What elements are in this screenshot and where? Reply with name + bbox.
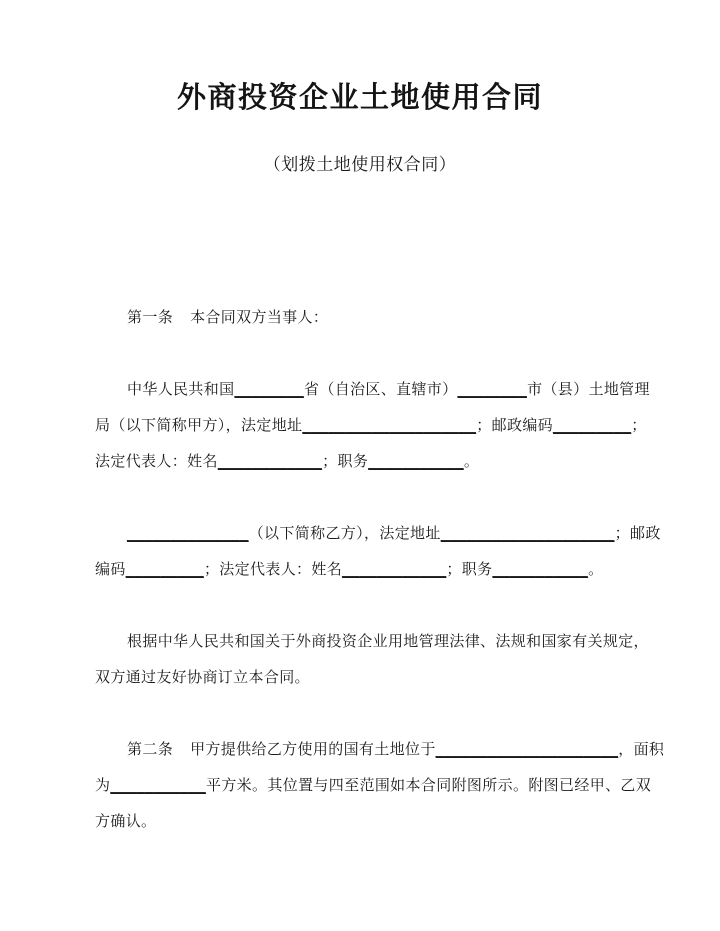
- text-segment: 根据中华人民共和国关于外商投资企业用地管理法律、法规和国家有关规定，: [127, 633, 649, 650]
- text-segment: 编码: [95, 561, 126, 578]
- text-segment: 为: [95, 777, 111, 794]
- text-segment: 甲方提供给乙方使用的国有土地位于: [190, 741, 436, 758]
- text-line: [95, 552, 627, 588]
- fill-in-blank[interactable]: ____________________: [440, 525, 615, 542]
- text-line: [95, 804, 627, 840]
- text-segment: 平方米。其位置与四至范围如本合同附图所示。附图已经甲、乙双: [205, 777, 652, 794]
- text-segment: ；: [631, 417, 647, 434]
- text-segment: 。: [463, 453, 480, 470]
- fill-in-blank[interactable]: ____________: [217, 453, 323, 470]
- text-segment: 双方通过友好协商订立本合同。: [95, 669, 310, 686]
- text-line: [95, 660, 627, 696]
- text-segment: 市（县）土地管理: [527, 381, 650, 398]
- text-segment: ；职务: [446, 561, 493, 578]
- text-segment: ，面积: [618, 741, 665, 758]
- paragraph-clause-2: [95, 732, 665, 840]
- text-line: [95, 408, 647, 444]
- text-segment: ；邮政: [614, 525, 661, 542]
- page-title: 外商投资企业土地使用合同: [176, 82, 543, 114]
- fill-in-blank[interactable]: _________: [553, 417, 632, 434]
- fill-in-blank[interactable]: ___________: [110, 777, 206, 794]
- text-segment: 本合同双方当事人：: [190, 309, 329, 326]
- text-segment: 。: [588, 561, 604, 578]
- text-segment: 局（以下简称甲方），法定地址: [95, 417, 303, 434]
- text-segment: 第二条: [127, 741, 174, 758]
- text-segment: 第一条: [127, 309, 174, 326]
- paragraph-party-b: [95, 516, 661, 588]
- text-line: [95, 516, 661, 552]
- text-line: [95, 372, 650, 408]
- paragraph-party-a: [95, 372, 650, 480]
- page-subtitle: （划拨土地使用权合同）: [263, 155, 457, 174]
- text-line: [95, 732, 665, 768]
- fill-in-blank[interactable]: ___________: [492, 561, 589, 578]
- fill-in-blank[interactable]: ________: [234, 381, 304, 398]
- fill-in-blank[interactable]: ________: [457, 381, 528, 398]
- fill-in-blank[interactable]: ___________: [368, 453, 464, 470]
- text-segment: 方确认。: [95, 813, 157, 830]
- text-line: [95, 768, 652, 804]
- fill-in-blank[interactable]: ____________________: [302, 417, 477, 434]
- text-line: [95, 300, 627, 336]
- fill-in-blank[interactable]: _________: [125, 561, 204, 578]
- paragraph-clause-1-heading: [95, 300, 627, 336]
- text-line: [95, 624, 649, 660]
- fill-in-blank[interactable]: _____________________: [435, 741, 619, 758]
- text-segment: ；法定代表人：姓名: [203, 561, 343, 578]
- text-line: [95, 444, 627, 480]
- text-segment: 省（自治区、直辖市）: [304, 381, 458, 398]
- text-segment: ；邮政编码: [476, 417, 554, 434]
- paragraph-preamble: [95, 624, 649, 696]
- text-segment: （以下简称乙方），法定地址: [248, 525, 441, 542]
- text-segment: ；职务: [322, 453, 369, 470]
- text-segment: 法定代表人：姓名: [95, 453, 218, 470]
- text-segment: 中华人民共和国: [127, 381, 235, 398]
- fill-in-blank[interactable]: ______________: [127, 525, 249, 542]
- fill-in-blank[interactable]: ____________: [342, 561, 447, 578]
- document-body: [95, 300, 665, 840]
